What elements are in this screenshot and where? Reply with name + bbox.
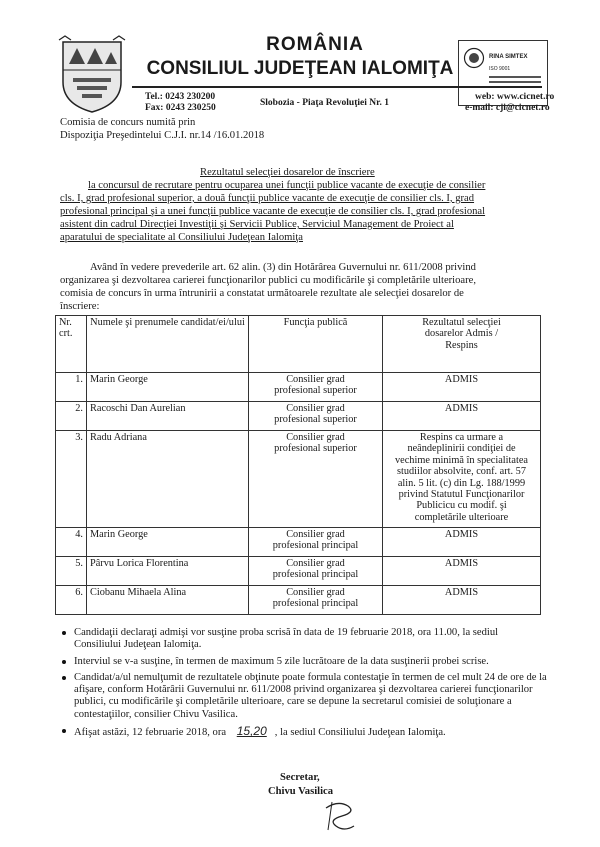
selection-result: ADMIS <box>383 402 541 431</box>
bullet-icon <box>62 729 66 733</box>
intro-line: comisia de concurs în urma întrunirii a constatat următoarele rezultate ale selecţiei dosarelor de <box>60 288 464 299</box>
commission-disposition: Dispoziţia Preşedintelui C.J.I. nr.14 /16.01.2018 <box>60 130 265 141</box>
row-nr: 2. <box>56 402 87 431</box>
candidate-name: Pârvu Lorica Florentina <box>87 557 249 586</box>
row-nr: 4. <box>56 528 87 557</box>
intro-line: înscriere: <box>60 301 100 312</box>
posting-note: Afişat astăzi, 12 februarie 2018, ora 15,20 , la sediul Consiliului Judeţean Ialomiţa. <box>62 725 547 739</box>
table-row <box>56 373 541 402</box>
intro-line: organizarea şi dezvoltarea carierei funcţionarilor publici cu modificările şi completările ulterioare, <box>60 275 477 286</box>
row-nr: 3. <box>56 431 87 528</box>
cert-brand: RINA SIMTEX <box>489 54 528 60</box>
candidate-name: Ciobanu Mihaela Alina <box>87 586 249 615</box>
candidate-name: Marin George <box>87 528 249 557</box>
table-row <box>56 528 541 557</box>
selection-result: ADMIS <box>383 557 541 586</box>
public-function: Consilier grad profesional superior <box>249 373 383 402</box>
fax-number: Fax: 0243 230250 <box>145 103 216 113</box>
commission-line: Comisia de concurs numită prin <box>60 117 196 128</box>
bullet-icon <box>62 660 66 664</box>
website: web: www.cicnet.ro <box>475 92 555 102</box>
table-row <box>56 402 541 431</box>
header-name: Numele şi prenumele candidat/ei/ului <box>87 316 249 373</box>
row-nr: 6. <box>56 586 87 615</box>
table-row <box>56 586 541 615</box>
country-title: ROMÂNIA <box>266 34 364 55</box>
cert-seal-icon <box>463 47 485 69</box>
heading-line: profesional principal şi a unei funcţii publice vacante de execuţie de consilier cls. I, grad profesional <box>60 206 486 217</box>
cert-standard: ISO 9001 <box>489 66 511 72</box>
list-item: Candidaţii declaraţi admişi vor susţine proba scrisă în data de 19 februarie 2018, ora 11.00, la sediul Consiliului Judeţean Ialomiţa. <box>62 627 547 652</box>
public-function: Consilier grad profesional principal <box>249 586 383 615</box>
public-function: Consilier grad profesional principal <box>249 528 383 557</box>
selection-result: ADMIS <box>383 586 541 615</box>
intro-line: Având în vedere prevederile art. 62 alin. (3) din Hotărârea Guvernului nr. 611/2008 privind <box>90 262 476 273</box>
phone-number: Tel.: 0243 230200 <box>145 92 216 102</box>
row-nr: 5. <box>56 557 87 586</box>
heading-line: aparatului de specialitate al Consiliului Judeţean Ialomiţa <box>60 232 303 243</box>
institution-title: CONSILIUL JUDEŢEAN IALOMIŢA <box>146 58 454 79</box>
results-table <box>55 315 541 615</box>
selection-result: Respins ca urmare a neândeplinirii condiţiei de vechime minimă în specialitatea studiilor absolvite, conf. art. 57 alin. 5 lit. (c) din Lg. 188/1999 privind Statutul Funcţionarilor Publicicu cu modif. şi completările ulterioare <box>383 431 541 528</box>
candidate-name: Marin George <box>87 373 249 402</box>
address: Slobozia - Piaţa Revoluţiei Nr. 1 <box>260 98 389 108</box>
handwritten-signature <box>318 796 360 836</box>
coat-of-arms-icon <box>57 34 127 114</box>
signature-role: Secretar, <box>280 772 320 783</box>
table-row <box>56 431 541 528</box>
public-function: Consilier grad profesional principal <box>249 557 383 586</box>
header-result: Rezultatul selecţiei dosarelor Admis / Respins <box>383 316 541 373</box>
document-title: Rezultatul selecţiei dosarelor de înscriere <box>200 167 375 178</box>
signature-name: Chivu Vasilica <box>268 786 334 797</box>
row-nr: 1. <box>56 373 87 402</box>
list-item: Interviul se v-a susţine, în termen de maximum 5 zile lucrătoare de la data susţinerii probei scrise. <box>62 656 547 668</box>
heading-line: la concursul de recrutare pentru ocuparea unei funcţii publice vacante de execuţie de consilier <box>88 180 486 191</box>
selection-result: ADMIS <box>383 528 541 557</box>
header-function: Funcţia publică <box>249 316 383 373</box>
bullet-icon <box>62 676 66 680</box>
candidate-name: Racoschi Dan Aurelian <box>87 402 249 431</box>
selection-result: ADMIS <box>383 373 541 402</box>
bullet-icon <box>62 631 66 635</box>
public-function: Consilier grad profesional superior <box>249 402 383 431</box>
table-row <box>56 557 541 586</box>
notes-list <box>62 627 547 739</box>
heading-line: cls. I, grad profesional superior, a două funcţii publice vacante de execuţie de consilier cls. I, grad <box>60 193 475 204</box>
public-function: Consilier grad profesional superior <box>249 431 383 528</box>
header-divider <box>132 86 542 88</box>
list-item: Candidat/a/ul nemulţumit de rezultatele obţinute poate formula contestaţie în termen de cel mult 24 de ore de la afişare, conform Hotărârii Guvernului nr. 611/2008 privind organizarea şi dezvoltarea carierei funcţionarilor publici, cu modificările şi completările ulterioare, care se depune la secretarul comisiei de soluţionare a contestaţiilor, consilier Chivu Vasilica. <box>62 672 547 721</box>
header-nr: Nr. crt. <box>56 316 87 373</box>
posting-time: 15,20 <box>236 724 267 739</box>
table-header-row <box>56 316 541 373</box>
candidate-name: Radu Adriana <box>87 431 249 528</box>
email: e-mail: cji@cicnet.ro <box>465 103 550 113</box>
heading-line: asistent din cadrul Direcţiei Investiţii şi Servicii Publice, Serviciul Management de Proiect al <box>60 219 454 230</box>
